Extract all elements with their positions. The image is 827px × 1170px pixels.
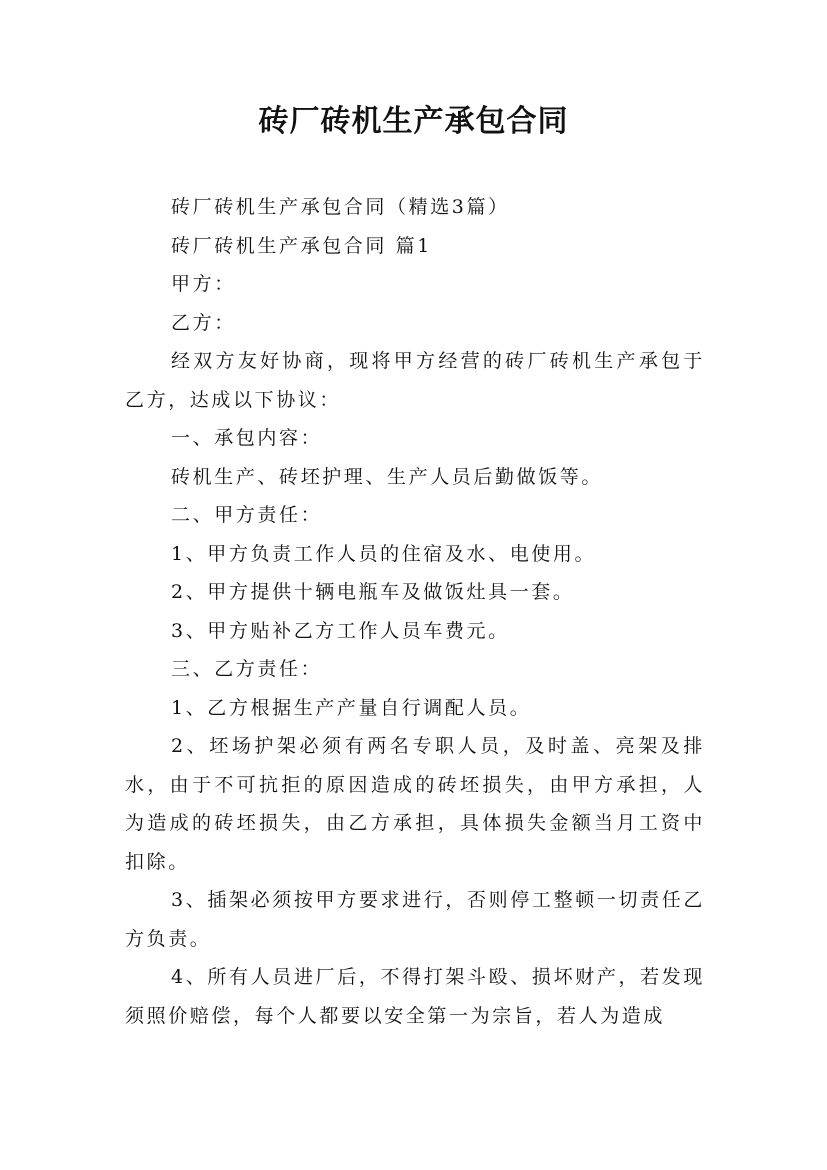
paragraph: 一、承包内容：	[171, 427, 323, 449]
paragraph: 4、所有人员进厂后，不得打架斗殴、损坏财产，若发现须照价赔偿，每个人都要以安全第一为宗旨，若人为造成	[125, 966, 705, 1027]
paragraph: 3、甲方贴补乙方工作人员车费元。	[171, 619, 510, 642]
paragraph: 1、乙方根据生产产量自行调配人员。	[171, 696, 532, 719]
document-title: 砖厂砖机生产承包合同	[258, 104, 569, 139]
paragraph: 砖厂砖机生产承包合同 篇1	[171, 234, 432, 257]
paragraph: 3、插架必须按甲方要求进行，否则停工整顿一切责任乙方负责。	[125, 889, 705, 950]
paragraph: 经双方友好协商，现将甲方经营的砖厂砖机生产承包于乙方，达成以下协议：	[125, 350, 705, 411]
document-body	[125, 188, 705, 1035]
paragraph: 乙方：	[171, 311, 236, 334]
paragraph: 三、乙方责任：	[171, 658, 323, 680]
paragraph: 砖厂砖机生产承包合同（精选3篇）	[171, 196, 510, 218]
paragraph: 1、甲方负责工作人员的住宿及水、电使用。	[171, 542, 597, 565]
paragraph: 2、坯场护架必须有两名专职人员，及时盖、亮架及排水，由于不可抗拒的原因造成的砖坯损失，由甲方承担，人为造成的砖坯损失，由乙方承担，具体损失金额当月工资中扣除。	[125, 735, 705, 873]
paragraph: 砖机生产、砖坯护理、生产人员后勤做饭等。	[171, 465, 604, 488]
paragraph: 2、甲方提供十辆电瓶车及做饭灶具一套。	[171, 581, 575, 603]
paragraph: 甲方：	[171, 273, 236, 295]
paragraph: 二、甲方责任：	[171, 504, 323, 526]
